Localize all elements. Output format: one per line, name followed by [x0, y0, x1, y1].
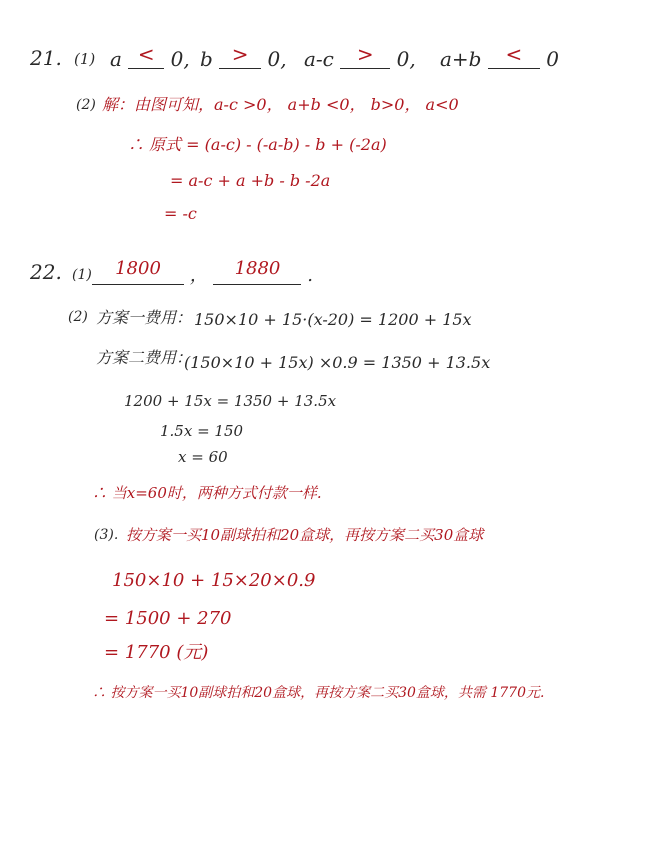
q22-part1-answers	[92, 258, 313, 286]
q22-part2-line-8: ∴ 当x=60时，两种方式付款一样.	[92, 484, 322, 502]
q22-part3-line-5: ∴ 按方案一买10副球拍和20盒球，再按方案二买30盒球，共需 1770元.	[92, 685, 545, 701]
q21-item-3-blank	[340, 42, 390, 69]
q22-part2-label: (2)	[68, 309, 88, 325]
q21-item-2	[200, 42, 287, 71]
q22-part3-label: (3).	[94, 527, 119, 543]
q22-part3-line-3: = 1500 + 270	[104, 608, 232, 629]
q21-part2-label: (2)	[76, 97, 96, 113]
q21-item-2-rhs: 0,	[267, 47, 287, 71]
q22-part1-answer-1: 1800	[115, 258, 161, 279]
q22-part1-end: .	[307, 265, 313, 286]
q22-part2-line-6: 1.5x = 150	[160, 422, 244, 440]
q21-item-3-rhs: 0,	[396, 47, 416, 71]
q22-part2-line-2: 150×10 + 15·(x-20) = 1200 + 15x	[194, 310, 472, 329]
q21-item-4-rhs: 0	[546, 47, 559, 71]
q21-part2-line-1: 解：由图可知，a-c >0， a+b <0， b>0， a<0	[102, 95, 459, 114]
q21-item-1	[110, 42, 190, 71]
q21-item-2-lhs: b	[200, 47, 213, 71]
q21-part2-line-3: = a-c + a +b - b -2a	[170, 171, 331, 190]
q21-item-2-answer: >	[231, 42, 249, 66]
q21-part2-line-2: ∴ 原式 = (a-c) - (-a-b) - b + (-2a)	[128, 135, 387, 154]
q21-item-1-blank	[128, 42, 164, 69]
q22-part3-line-1: 按方案一买10副球拍和20盒球，再按方案二买30盒球	[126, 526, 484, 544]
q21-item-4-lhs: a+b	[440, 47, 482, 71]
q22-part1-separator: ，	[189, 265, 208, 286]
q21-item-1-rhs: 0,	[170, 47, 190, 71]
q21-item-2-blank	[219, 42, 261, 69]
q21-item-4-answer: <	[505, 42, 523, 66]
q21-item-4-blank	[488, 42, 540, 69]
q21-part1-label: (1)	[74, 50, 96, 68]
q22-part1-answer-2: 1880	[234, 258, 281, 279]
q21-part2-line-4: = -c	[164, 204, 197, 223]
q21-item-4	[440, 42, 559, 71]
q22-part2-line-5: 1200 + 15x = 1350 + 13.5x	[124, 392, 337, 410]
q22-part3-line-4: = 1770 (元)	[104, 642, 209, 663]
q22-part3-line-2: 150×10 + 15×20×0.9	[112, 570, 316, 591]
q22-part1-blank-1	[92, 258, 184, 285]
q22-part2-line-7: x = 60	[178, 448, 228, 466]
q21-item-1-lhs: a	[110, 47, 122, 71]
q21-item-3	[304, 42, 416, 71]
q22-part1-label: (1)	[72, 267, 92, 283]
q22-part2-line-1: 方案一费用：	[96, 308, 193, 327]
question-number-22: 22.	[30, 260, 62, 284]
q22-part2-line-3: 方案二费用：	[96, 348, 193, 367]
q21-item-1-answer: <	[137, 42, 155, 66]
q22-part1-blank-2	[213, 258, 301, 285]
q22-part2-line-4: (150×10 + 15x) ×0.9 = 1350 + 13.5x	[184, 353, 491, 372]
q21-item-3-lhs: a-c	[304, 47, 334, 71]
question-number-21: 21.	[30, 46, 62, 70]
q21-item-3-answer: >	[356, 42, 374, 66]
